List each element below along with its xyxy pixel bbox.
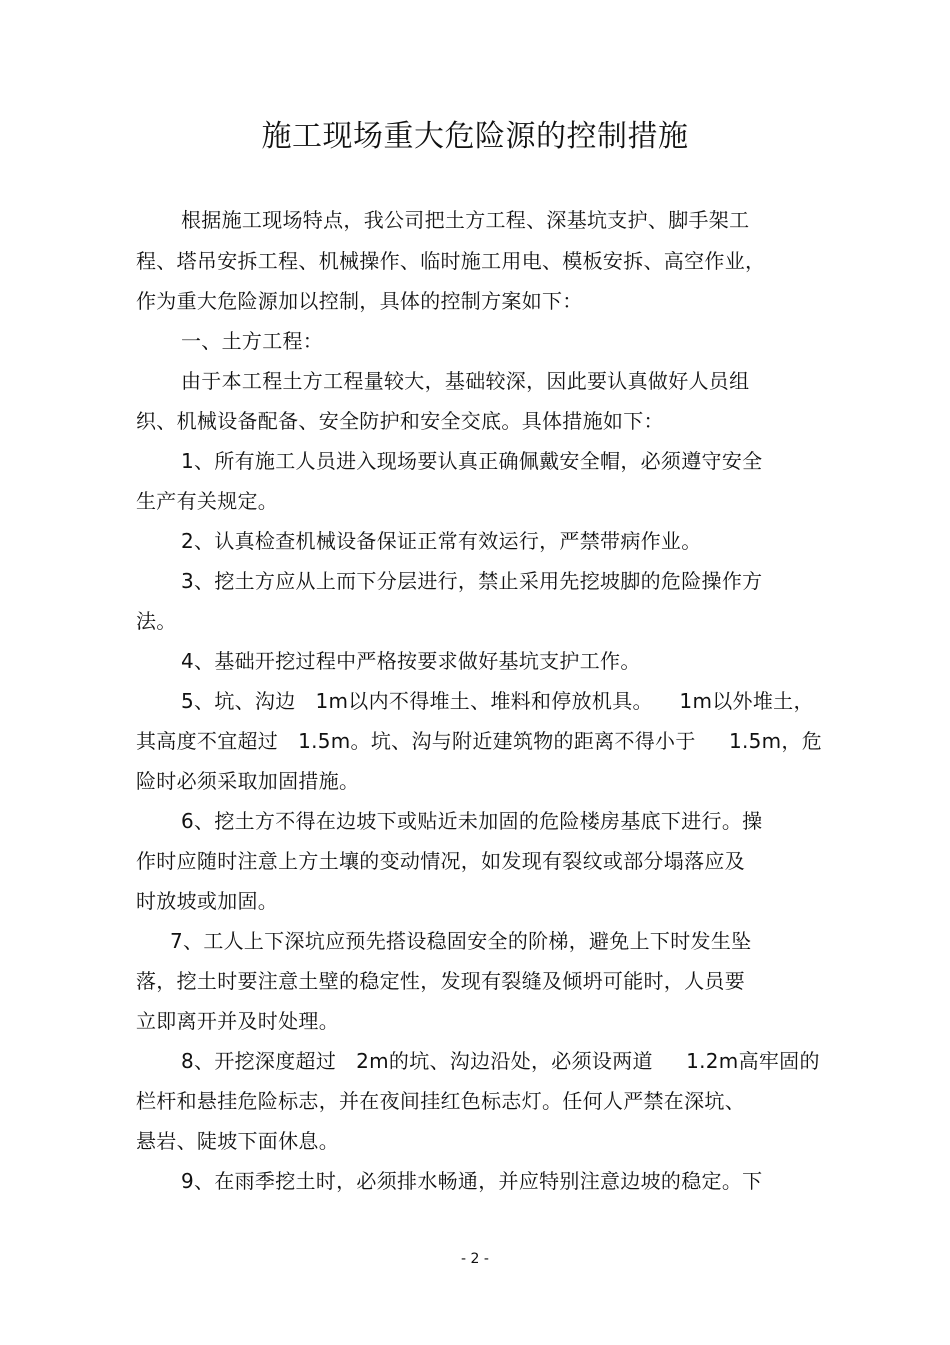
body-line: 作为重大危险源加以控制，具体的控制方案如下： — [136, 289, 583, 313]
body-line: 织、机械设备配备、安全防护和安全交底。具体措施如下： — [136, 409, 664, 433]
list-item-line: 6、挖土方不得在边坡下或贴近未加固的危险楼房基底下进行。操 — [181, 809, 763, 833]
list-item-line: 立即离开并及时处理。 — [136, 1009, 339, 1033]
list-item-line: 法。 — [136, 609, 177, 633]
list-item-line: 3、挖土方应从上而下分层进行，禁止采用先挖坡脚的危险操作方 — [181, 569, 763, 593]
list-item-line: 时放坡或加固。 — [136, 889, 279, 913]
body-line: 程、塔吊安拆工程、机械操作、临时施工用电、模板安拆、高空作业， — [136, 249, 766, 273]
list-item-line: 其高度不宜超过 1.5m。坑、沟与附近建筑物的距离不得小于 1.5m，危 — [136, 729, 823, 753]
list-item-line: 险时必须采取加固措施。 — [136, 769, 360, 793]
list-item-line: 2、认真检查机械设备保证正常有效运行，严禁带病作业。 — [181, 529, 702, 553]
list-item-line: 落，挖土时要注意土壁的稳定性，发现有裂缝及倾坍可能时，人员要 — [136, 969, 745, 993]
section-heading: 一、土方工程： — [181, 329, 324, 353]
list-item-line: 8、开挖深度超过 2m的坑、沟边沿处，必须设两道 1.2m高牢固的 — [181, 1049, 820, 1073]
list-item-line: 作时应随时注意上方土壤的变动情况，如发现有裂纹或部分塌落应及 — [136, 849, 745, 873]
body-line: 由于本工程土方工程量较大，基础较深，因此要认真做好人员组 — [181, 369, 750, 393]
list-item-line: 5、坑、沟边 1m以内不得堆土、堆料和停放机具。 1m以外堆土， — [181, 689, 814, 713]
list-item-line: 栏杆和悬挂危险标志，并在夜间挂红色标志灯。任何人严禁在深坑、 — [136, 1089, 745, 1113]
list-item-line: 9、在雨季挖土时，必须排水畅通，并应特别注意边坡的稳定。下 — [181, 1169, 763, 1193]
list-item-line: 4、基础开挖过程中严格按要求做好基坑支护工作。 — [181, 649, 641, 673]
body-line: 根据施工现场特点，我公司把土方工程、深基坑支护、脚手架工 — [181, 208, 750, 232]
list-item-line: 生产有关规定。 — [136, 489, 279, 513]
list-item-line: 1、所有施工人员进入现场要认真正确佩戴安全帽，必须遵守安全 — [181, 449, 763, 473]
page-number: - 2 - — [461, 1251, 489, 1267]
list-item-line: 7、工人上下深坑应预先搭设稳固安全的阶梯，避免上下时发生坠 — [170, 929, 752, 953]
list-item-line: 悬岩、陡坡下面休息。 — [136, 1129, 339, 1153]
page-title: 施工现场重大危险源的控制措施 — [261, 119, 689, 154]
